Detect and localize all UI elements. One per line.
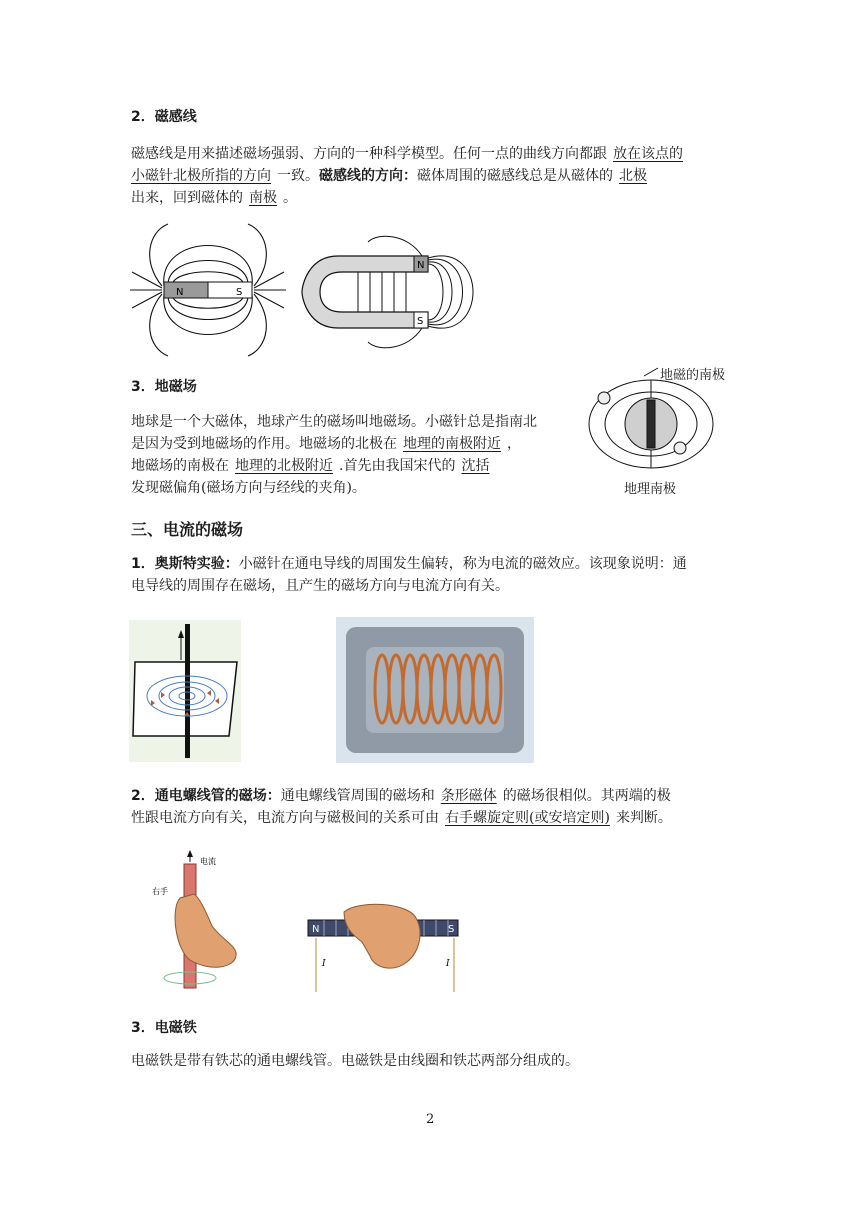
text: ， — [507, 436, 521, 452]
bar-magnet-field-figure — [128, 222, 288, 358]
earth-field-figure — [584, 366, 718, 478]
section-heading-electromagnet: 3．电磁铁 — [131, 1020, 197, 1036]
solenoid-s-label: S — [448, 924, 455, 935]
section-heading-geomagnetism: 3．地磁场 — [131, 379, 197, 395]
current-label: 电流 — [200, 857, 216, 866]
solenoid-n-label: N — [312, 924, 320, 935]
blank-answer: 右手螺旋定则(或安培定则) — [445, 810, 610, 826]
geomagnetic-south-label: 地磁的南极 — [660, 368, 726, 383]
section-heading-field-lines: 2．磁感线 — [131, 109, 197, 125]
magnet-n-label: N — [176, 287, 184, 298]
blank-answer: 地理的南极附近 — [403, 436, 501, 452]
right-hand-wire-figure — [150, 850, 245, 990]
field-lines-paragraph — [131, 143, 731, 209]
blank-answer: 小磁针北极所指的方向 — [131, 168, 271, 184]
text: 一致。 — [277, 168, 319, 184]
text: 磁感线是用来描述磁场强弱、方向的一种科学模型。任何一点的曲线方向都跟 — [131, 146, 607, 162]
text: 的磁场很相似。其两端的极 — [502, 788, 671, 804]
bold-term: 2．通电螺线管的磁场： — [131, 788, 281, 804]
text: 。 — [283, 190, 297, 206]
right-hand-solenoid-figure — [304, 898, 468, 994]
blank-answer: 条形磁体 — [440, 788, 497, 804]
geographic-south-label: 地理南极 — [624, 482, 677, 497]
electromagnet-paragraph: 电磁铁是带有铁芯的通电螺线管。电磁铁是由线圈和铁芯两部分组成的。 — [131, 1053, 579, 1069]
current-right-label: I — [446, 959, 450, 969]
blank-answer: 北极 — [619, 168, 647, 184]
text: 出来，回到磁体的 — [131, 190, 243, 206]
text: 来判断。 — [615, 810, 672, 826]
text: 是因为受到地磁场的作用。地磁场的北极在 — [131, 436, 397, 452]
u-magnet-field-figure — [298, 228, 494, 356]
text: 磁体周围的磁感线总是从磁体的 — [417, 168, 613, 184]
blank-answer: 地理的北极附近 — [235, 458, 333, 474]
geomagnetism-paragraph — [131, 411, 571, 499]
oersted-paragraph — [131, 553, 731, 597]
section-title-current-magnetism: 三、电流的磁场 — [131, 520, 244, 539]
text: .首先由我国宋代的 — [339, 458, 456, 474]
bold-term: 1．奥斯特实验： — [131, 556, 239, 572]
blank-answer: 放在该点的 — [613, 146, 683, 162]
bold-term: 磁感线的方向： — [319, 168, 417, 184]
blank-answer: 南极 — [249, 190, 277, 206]
blank-answer: 沈括 — [461, 458, 490, 474]
u-magnet-n-label: N — [417, 260, 425, 271]
u-magnet-s-label: S — [417, 316, 424, 327]
solenoid-paragraph — [131, 785, 741, 829]
text: 小磁针在通电导线的周围发生偏转，称为电流的磁效应。该现象说明：通 — [238, 556, 687, 572]
text: 电导线的周围存在磁场，且产生的磁场方向与电流方向有关。 — [131, 578, 509, 594]
page-number: 2 — [426, 1112, 435, 1127]
text: 性跟电流方向有关，电流方向与磁极间的关系可由 — [131, 810, 439, 826]
current-left-label: I — [322, 959, 326, 969]
text: 地球是一个大磁体，地球产生的磁场叫地磁场。小磁针总是指南北 — [131, 414, 537, 430]
straight-wire-field-figure — [129, 620, 241, 762]
solenoid-iron-filings-figure — [336, 617, 534, 763]
magnet-s-label: S — [236, 287, 243, 298]
text: 发现磁偏角(磁场方向与经线的夹角)。 — [131, 480, 366, 496]
right-hand-label: 右手 — [152, 887, 168, 896]
text: 地磁场的南极在 — [131, 458, 229, 474]
text: 通电螺线管周围的磁场和 — [280, 788, 435, 804]
